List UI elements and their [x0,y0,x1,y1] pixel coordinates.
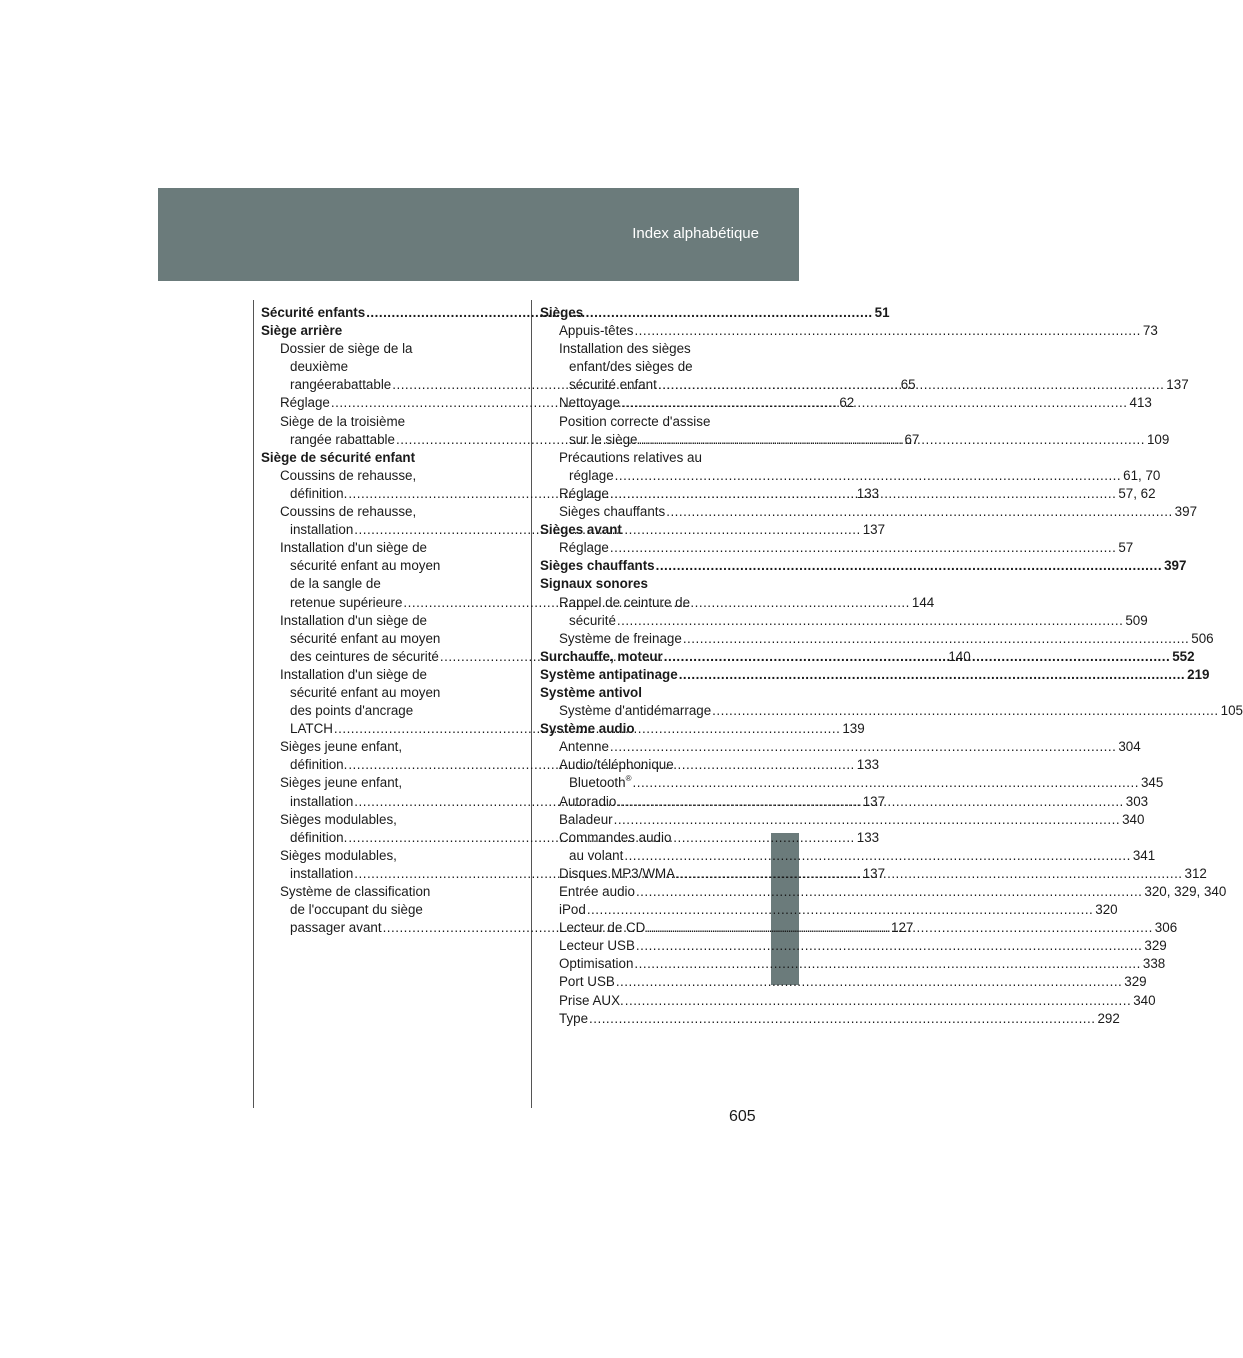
index-subentry: Entrée audio ..... 320, 329, 340 [540,883,760,901]
index-subentry: iPod ..... 320 [540,901,760,919]
index-subentry: Réglage ..... 62 [261,394,481,412]
index-subentry: Lecteur de CD ..... 306 [540,919,760,937]
index-subentry: Autoradio ..... 303 [540,793,760,811]
index-heading: Signaux sonores [540,576,648,592]
index-subentry: Antenne ..... 304 [540,738,760,756]
index-subentry: Coussins de rehausse, définition...... 133 [261,467,481,503]
index-entry: Surchauffe, moteur ..... 552 [540,648,760,666]
index-entry: Sécurité enfants ..... 51 [261,304,481,322]
index-subentry: Disques MP3/WMA ..... 312 [540,865,760,883]
index-subentry: Système de freinage ..... 506 [540,630,760,648]
index-subentry: Installation d'un siège de sécurité enfant au moyen des ceintures de sécurité..... 140 [261,612,481,666]
index-subentry: Siège de la troisième rangée rabattable..... 67 [261,413,481,449]
index-subentry: Sièges jeune enfant, définition...... 133 [261,738,481,774]
index-subentry: Rappel de ceinture de sécurité..... 509 [540,594,760,630]
index-subentry: Installation des sièges enfant/des sièges de sécurité enfant..... 137 [540,340,760,394]
index-subentry: Sièges modulables, définition...... 133 [261,811,481,847]
index-subentry: Type ..... 292 [540,1010,760,1028]
index-subentry: Baladeur ..... 340 [540,811,760,829]
index-subentry: Réglage ..... 57 [540,539,760,557]
index-subentry: Sièges jeune enfant, installation..... 137 [261,774,481,810]
index-subentry: Installation d'un siège de sécurité enfant au moyen des points d'ancrage LATCH..... 139 [261,666,481,738]
index-subentry: Position correcte d'assise sur le siège..... 109 [540,413,760,449]
index-subentry: Installation d'un siège de sécurité enfant au moyen de la sangle de retenue supérieure..... 144 [261,539,481,611]
index-subentry: Appuis-têtes ..... 73 [540,322,760,340]
index-subentry: Coussins de rehausse, installation..... 137 [261,503,481,539]
index-subentry: Sièges chauffants ..... 397 [540,503,760,521]
page-number: 605 [729,1108,756,1125]
index-subentry: Dossier de siège de la deuxième rangéerabattable..... 65 [261,340,481,394]
index-heading: Siège de sécurité enfant [261,449,416,465]
index-subentry: Système d'antidémarrage ..... 105 [540,702,760,720]
column-divider-center [531,300,532,1108]
index-subentry: Audio/téléphonique Bluetooth®..... 345 [540,756,760,792]
index-subentry: Prise AUX. ..... 340 [540,992,760,1010]
index-subentry: Sièges modulables, installation..... 137 [261,847,481,883]
index-subentry: Commandes audio au volant..... 341 [540,829,760,865]
index-entry: Sièges chauffants ..... 397 [540,557,760,575]
index-heading: Système audio [540,721,635,737]
index-heading: Sièges [540,305,584,320]
index-entry: Système antipatinage ..... 219 [540,666,760,684]
index-heading: Siège arrière [261,323,343,339]
index-subentry: Réglage ..... 57, 62 [540,485,760,503]
index-subentry: Port USB ..... 329 [540,973,760,991]
header-band [158,188,799,281]
index-heading: Système antivol [540,684,642,700]
index-subentry: Système de classification de l'occupant du siège passager avant..... 127 [261,883,481,937]
index-subentry: Précautions relatives au réglage..... 61, 70 [540,449,760,485]
page-title: Index alphabétique [632,225,759,242]
column-divider-left [253,300,254,1108]
index-subentry: Optimisation ..... 338 [540,955,760,973]
index-subentry: Lecteur USB ..... 329 [540,937,760,955]
index-subentry: Nettoyage ..... 413 [540,394,760,412]
index-heading: Sièges avant [540,522,622,538]
